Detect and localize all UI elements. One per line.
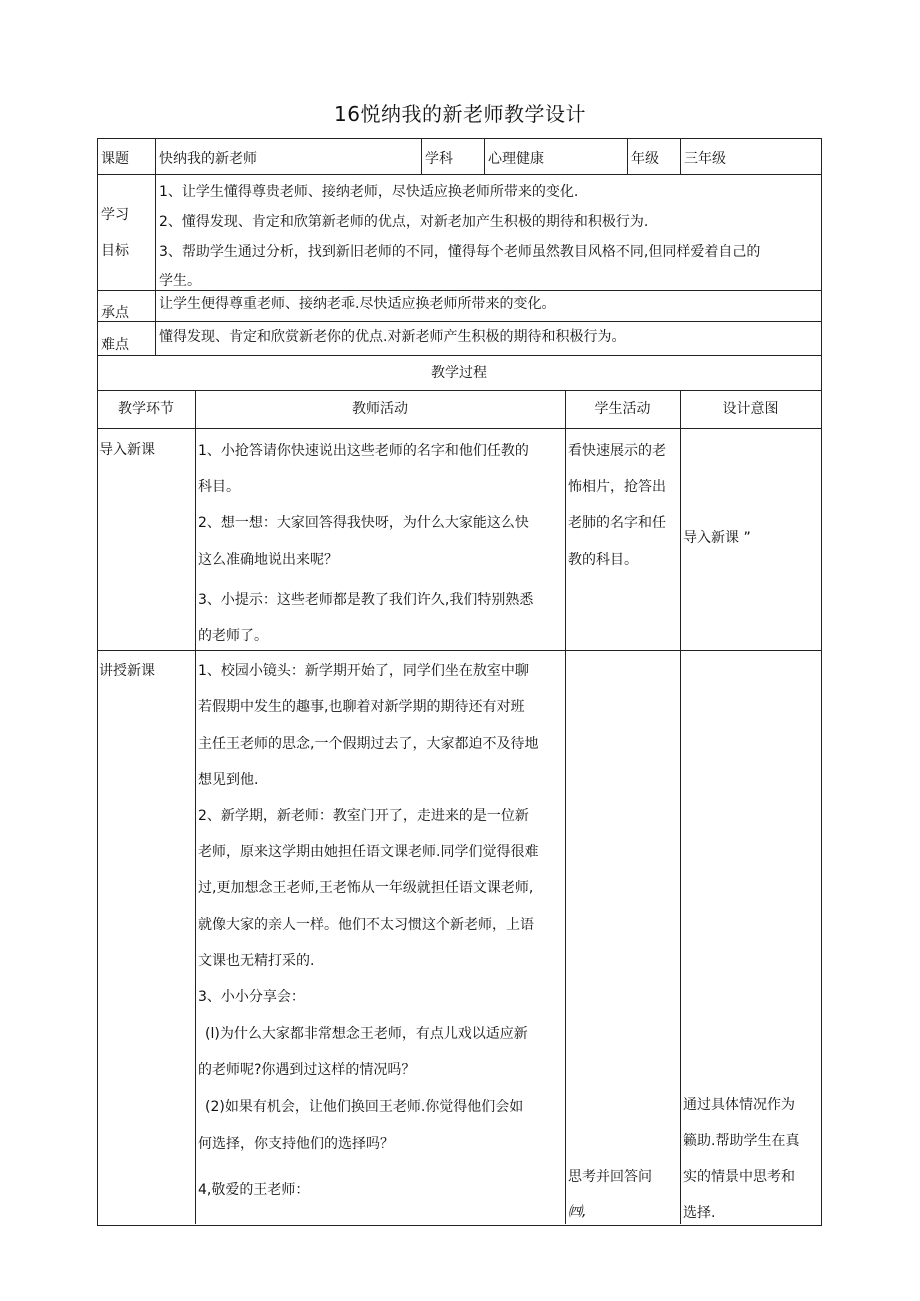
difficult-point-label: 难点 (101, 337, 129, 353)
difficult-point-text: 懂得发现、肯定和欣赏新老你的优点.对新老师产生积极的期待和积极行为。 (159, 329, 626, 345)
row-divider (97, 174, 821, 175)
col-divider (421, 138, 422, 174)
teach-teacher-line: 3、小小分享会： (198, 989, 305, 1005)
row-divider (97, 321, 821, 322)
intro-teacher-line: 2、想一想：大家回答得我快呀，为什么大家能这么快 (198, 515, 529, 531)
header-intent: 设计意图 (722, 401, 779, 417)
teach-intent-line: 通过具体情况作为 (683, 1097, 795, 1113)
col-divider (195, 390, 196, 1224)
row-divider (97, 355, 821, 356)
objective-line: 学生。 (159, 273, 201, 289)
intro-teacher-line: 这么准确地说出来呢？ (198, 552, 338, 568)
intro-teacher-line: 3、小提示：这些老师都是教了我们许久,我们特别熟悉 (198, 592, 534, 608)
teach-teacher-line: 主任王老师的思念,一个假期过去了，大家都迫不及待地 (198, 736, 539, 752)
objective-line: 3、帮助学生通过分析，找到新旧老师的不同，懂得每个老师虽然教目风格不同,但同样爱着自己的 (159, 244, 761, 260)
teach-teacher-line: 的老师呢?你遇到过这样的情况吗？ (198, 1062, 416, 1078)
teach-teacher-line: 若假期中发生的趣事,也聊着对新学期的期待还有对班 (198, 699, 525, 715)
key-point-text: 让学生便得尊重老师、接纳老乖.尽快适应换老师所带来的变化。 (159, 296, 556, 312)
course-label: 课题 (101, 151, 129, 167)
intro-student-line: 老肺的名字和任 (568, 515, 666, 531)
key-point-label: 承点 (101, 305, 129, 321)
intro-teacher-line: 科目。 (198, 479, 240, 495)
subject-value: 心理健康 (488, 151, 544, 167)
col-divider (627, 138, 628, 174)
col-divider (484, 138, 485, 174)
intro-stage: 导入新课 (99, 442, 155, 458)
teach-intent-line: 籁助.帮助学生在真 (683, 1133, 800, 1149)
col-divider (680, 138, 681, 174)
col-divider (155, 138, 156, 355)
teach-teacher-line: 老师，原来这学期由她担任语文课老师.同学们觉得很难 (198, 844, 539, 860)
teach-student-line: 思考并回答问 (568, 1169, 652, 1185)
course-value: 快纳我的新老师 (159, 151, 257, 167)
teach-teacher-line: 就像大家的亲人一样。他们不太习惯这个新老师，上语 (198, 917, 534, 933)
intro-student-line: 怖相片，抢答出 (568, 479, 666, 495)
row-divider (97, 390, 821, 391)
header-student: 学生活动 (594, 401, 651, 417)
intro-teacher-line: 的老师了。 (198, 628, 268, 644)
objectives-label-2: 目标 (101, 243, 129, 259)
subject-label: 学科 (425, 151, 453, 167)
teach-teacher-line: 过,更加想念王老师,王老怖从一年级就担任语文课老师, (198, 880, 534, 896)
process-title: 教学过程 (431, 365, 487, 381)
teach-teacher-line: 2、新学期，新老师：教室门开了，走进来的是一位新 (198, 808, 529, 824)
header-teacher: 教师活动 (352, 401, 408, 417)
grade-value: 三年级 (684, 151, 726, 167)
teach-teacher-line: (2)如果有机会，让他们换回王老师.你觉得他们会如 (205, 1099, 524, 1115)
objective-line: 1、让学生懂得尊贵老师、接纳老师，尽快适应换老师所带来的变化. (159, 184, 579, 200)
teach-student-line: ㈣, (568, 1204, 587, 1220)
teach-teacher-line: 1、校园小镜头：新学期开始了，同学们坐在敖室中聊 (198, 663, 529, 679)
intro-intent: 导入新课 ” (683, 530, 751, 546)
teach-intent-line: 选择. (683, 1205, 716, 1221)
header-stage: 教学环节 (118, 401, 174, 417)
teach-teacher-line: 文课也无精打采的. (198, 953, 315, 969)
teach-teacher-line: 4,敬爱的王老师： (198, 1182, 310, 1198)
row-divider (97, 290, 821, 291)
page-title: 16悦纳我的新老师教学设计 (334, 102, 586, 126)
grade-label: 年级 (631, 151, 659, 167)
teach-teacher-line: (l)为什么大家都非常想念王老师，有点儿戏以适应新 (205, 1026, 528, 1042)
teach-teacher-line: 何选择，你支持他们的选择吗？ (198, 1136, 394, 1152)
col-divider (565, 390, 566, 1224)
col-divider (680, 390, 681, 1224)
teach-teacher-line: 想见到他. (198, 772, 259, 788)
teach-stage: 讲授新课 (99, 663, 155, 679)
teach-intent-line: 实的情景中思考和 (683, 1169, 795, 1185)
intro-student-line: 看快速展示的老 (568, 443, 666, 459)
intro-student-line: 教的科目。 (568, 552, 638, 568)
row-divider (97, 428, 821, 429)
objectives-label-1: 学习 (101, 207, 129, 223)
intro-teacher-line: 1、小抢答请你快速说出这些老师的名字和他们任教的 (198, 443, 529, 459)
objective-line: 2、懂得发现、肯定和欣第新老师的优点，对新老加产生积极的期待和积极行为. (159, 214, 649, 230)
row-divider (97, 650, 821, 651)
